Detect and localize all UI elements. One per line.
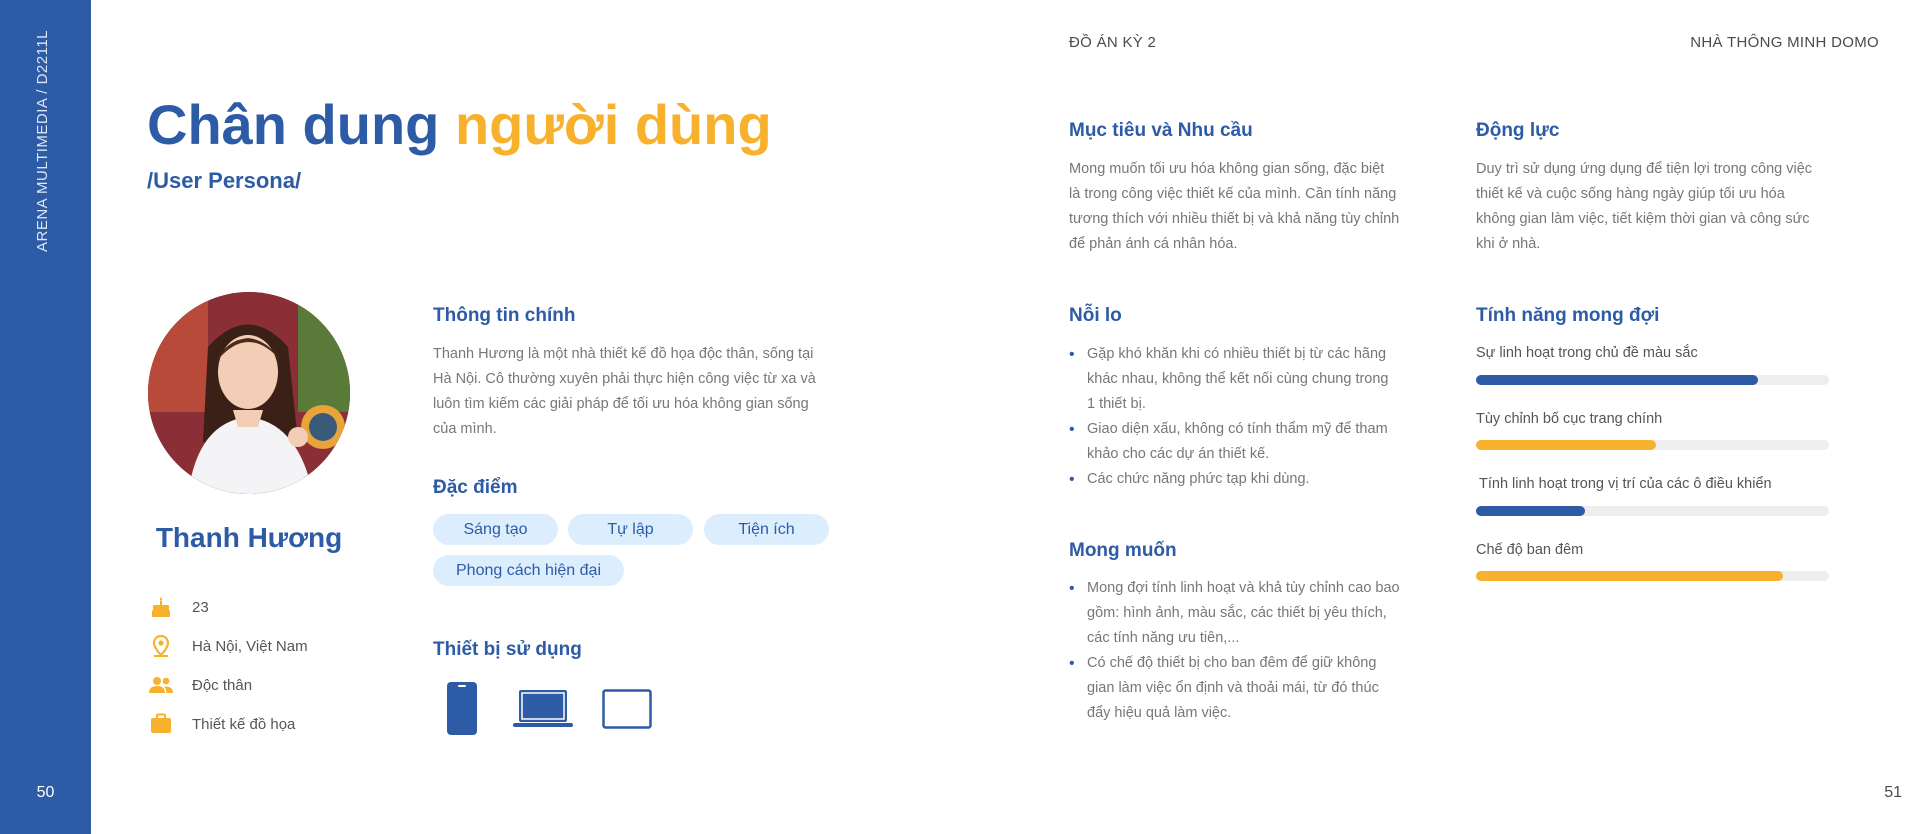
cake-icon xyxy=(148,594,174,620)
detail-location xyxy=(148,631,308,661)
list-item xyxy=(1069,467,1422,492)
goals-title: Mục tiêu và Nhu cầu xyxy=(1069,120,1253,141)
feature-bar-track xyxy=(1476,375,1829,385)
goals-line: tương thích với nhiều thiết bị và khả năng tùy chỉnh xyxy=(1069,211,1400,227)
trait-tag: Tiện ích xyxy=(704,514,829,545)
phone-icon xyxy=(447,682,477,740)
features-title: Tính năng mong đợi xyxy=(1476,305,1660,326)
worry-line: • Các chức năng phức tạp khi dùng. xyxy=(1087,471,1310,487)
goals-line: để phản ánh cá nhân hóa. xyxy=(1069,236,1238,252)
trait-tag: Sáng tạo xyxy=(433,514,558,545)
desire-line: gồm: hình ảnh, màu sắc, các thiết bị yêu thích, xyxy=(1087,605,1387,621)
main-info-line: luôn tìm kiếm các giải pháp để tối ưu hóa không gian sống xyxy=(433,396,809,412)
motivation-line: thiết kế và cuộc sống hàng ngày giúp tối ưu hóa xyxy=(1476,186,1785,202)
main-info-line: Thanh Hương là một nhà thiết kế đồ họa độc thân, sống tại xyxy=(433,346,814,362)
detail-location-text: Hà Nội, Việt Nam xyxy=(192,637,308,655)
page-number-right: 51 xyxy=(1884,784,1902,801)
desire-line: • Có chế độ thiết bị cho ban đêm để giữ không xyxy=(1087,655,1377,671)
sidebar-label: ARENA MULTIMEDIA / D2211L xyxy=(34,29,51,252)
desire-line: gian làm việc ổn định và thoải mái, từ đó thúc xyxy=(1087,680,1379,696)
page-number-left: 50 xyxy=(36,784,55,801)
motivation-line: khi ở nhà. xyxy=(1476,236,1541,252)
list-item xyxy=(1069,651,1422,726)
worry-line: 1 thiết bị. xyxy=(1087,396,1146,412)
worries-list xyxy=(1069,342,1422,492)
worry-line: khảo cho các dự án thiết kế. xyxy=(1087,446,1270,462)
desires-list xyxy=(1069,576,1422,726)
persona-name: Thanh Hương xyxy=(155,522,343,553)
desire-line: đẩy hiệu quả làm việc. xyxy=(1087,705,1232,721)
feature-label: Tính linh hoạt trong vị trí của các ô điều khiển xyxy=(1479,476,1772,492)
briefcase-icon xyxy=(148,711,174,737)
feature-bar-track xyxy=(1476,440,1829,450)
feature-bar-fill xyxy=(1476,571,1783,581)
feature-bar-fill xyxy=(1476,440,1656,450)
goals-line: Mong muốn tối ưu hóa không gian sống, đặc biệt xyxy=(1069,161,1385,177)
feature-label: Tùy chỉnh bố cục trang chính xyxy=(1476,411,1663,427)
feature-bar-fill xyxy=(1476,375,1758,385)
feature-bar-track xyxy=(1476,571,1829,581)
persona-avatar xyxy=(148,292,350,494)
list-item xyxy=(1069,417,1422,467)
goals-text xyxy=(1069,157,1422,257)
persona-photo xyxy=(148,292,350,494)
feature-label: Chế độ ban đêm xyxy=(1476,542,1584,558)
feature-bar-fill xyxy=(1476,506,1585,516)
sidebar-label-box xyxy=(34,29,64,262)
main-info-line: của mình. xyxy=(433,421,497,437)
goals-line: là trong công việc thiết kế của mình. Cần tính năng xyxy=(1069,186,1397,202)
motivation-line: không gian làm việc, tiết kiệm thời gian và công sức xyxy=(1476,211,1810,227)
motivation-title: Động lực xyxy=(1476,120,1560,141)
detail-job-text: Thiết kế đồ họa xyxy=(192,715,296,733)
worry-line: khác nhau, không thể kết nối cùng chung trong xyxy=(1087,371,1389,387)
worry-line: • Gặp khó khăn khi có nhiều thiết bị từ các hãng xyxy=(1087,346,1387,362)
main-info-text xyxy=(433,342,853,442)
header-product: NHÀ THÔNG MINH DOMO xyxy=(1690,34,1879,51)
location-pin-icon xyxy=(148,633,174,659)
tablet-icon xyxy=(602,689,652,734)
main-info-title: Thông tin chính xyxy=(433,305,576,326)
motivation-line: Duy trì sử dụng ứng dụng để tiện lợi trong công việc xyxy=(1476,161,1813,177)
sidebar xyxy=(0,0,91,834)
devices-title: Thiết bị sử dụng xyxy=(433,639,582,660)
page-title xyxy=(147,92,772,157)
people-icon xyxy=(148,672,174,698)
detail-status-text: Độc thân xyxy=(192,676,253,694)
detail-job xyxy=(148,709,295,739)
desires-title: Mong muốn xyxy=(1069,540,1177,561)
main-info-line: Hà Nội. Cô thường xuyên phải thực hiện công việc từ xa và xyxy=(433,371,816,387)
detail-status xyxy=(148,670,252,700)
list-item xyxy=(1069,342,1422,417)
title-part-1: Chân dung xyxy=(147,93,455,156)
worries-title: Nỗi lo xyxy=(1069,305,1122,326)
detail-age xyxy=(148,592,209,622)
page-subtitle: /User Persona/ xyxy=(147,168,302,193)
desire-line: • Mong đợi tính linh hoạt và khả tùy chỉnh cao bao xyxy=(1087,580,1400,596)
trait-tag: Tự lập xyxy=(568,514,693,545)
detail-age-text: 23 xyxy=(192,598,209,616)
desire-line: các tính năng ưu tiên,... xyxy=(1087,630,1240,646)
trait-tag: Phong cách hiện đại xyxy=(433,555,624,586)
feature-bar-track xyxy=(1476,506,1829,516)
motivation-text xyxy=(1476,157,1829,257)
worry-line: • Giao diện xấu, không có tính thẩm mỹ để tham xyxy=(1087,421,1388,437)
feature-label: Sự linh hoạt trong chủ đề màu sắc xyxy=(1476,345,1698,361)
traits-title: Đặc điểm xyxy=(433,477,518,498)
title-part-2: người dùng xyxy=(454,93,772,156)
header-project: ĐỒ ÁN KỲ 2 xyxy=(1069,34,1157,51)
list-item xyxy=(1069,576,1422,651)
laptop-icon xyxy=(513,690,573,733)
